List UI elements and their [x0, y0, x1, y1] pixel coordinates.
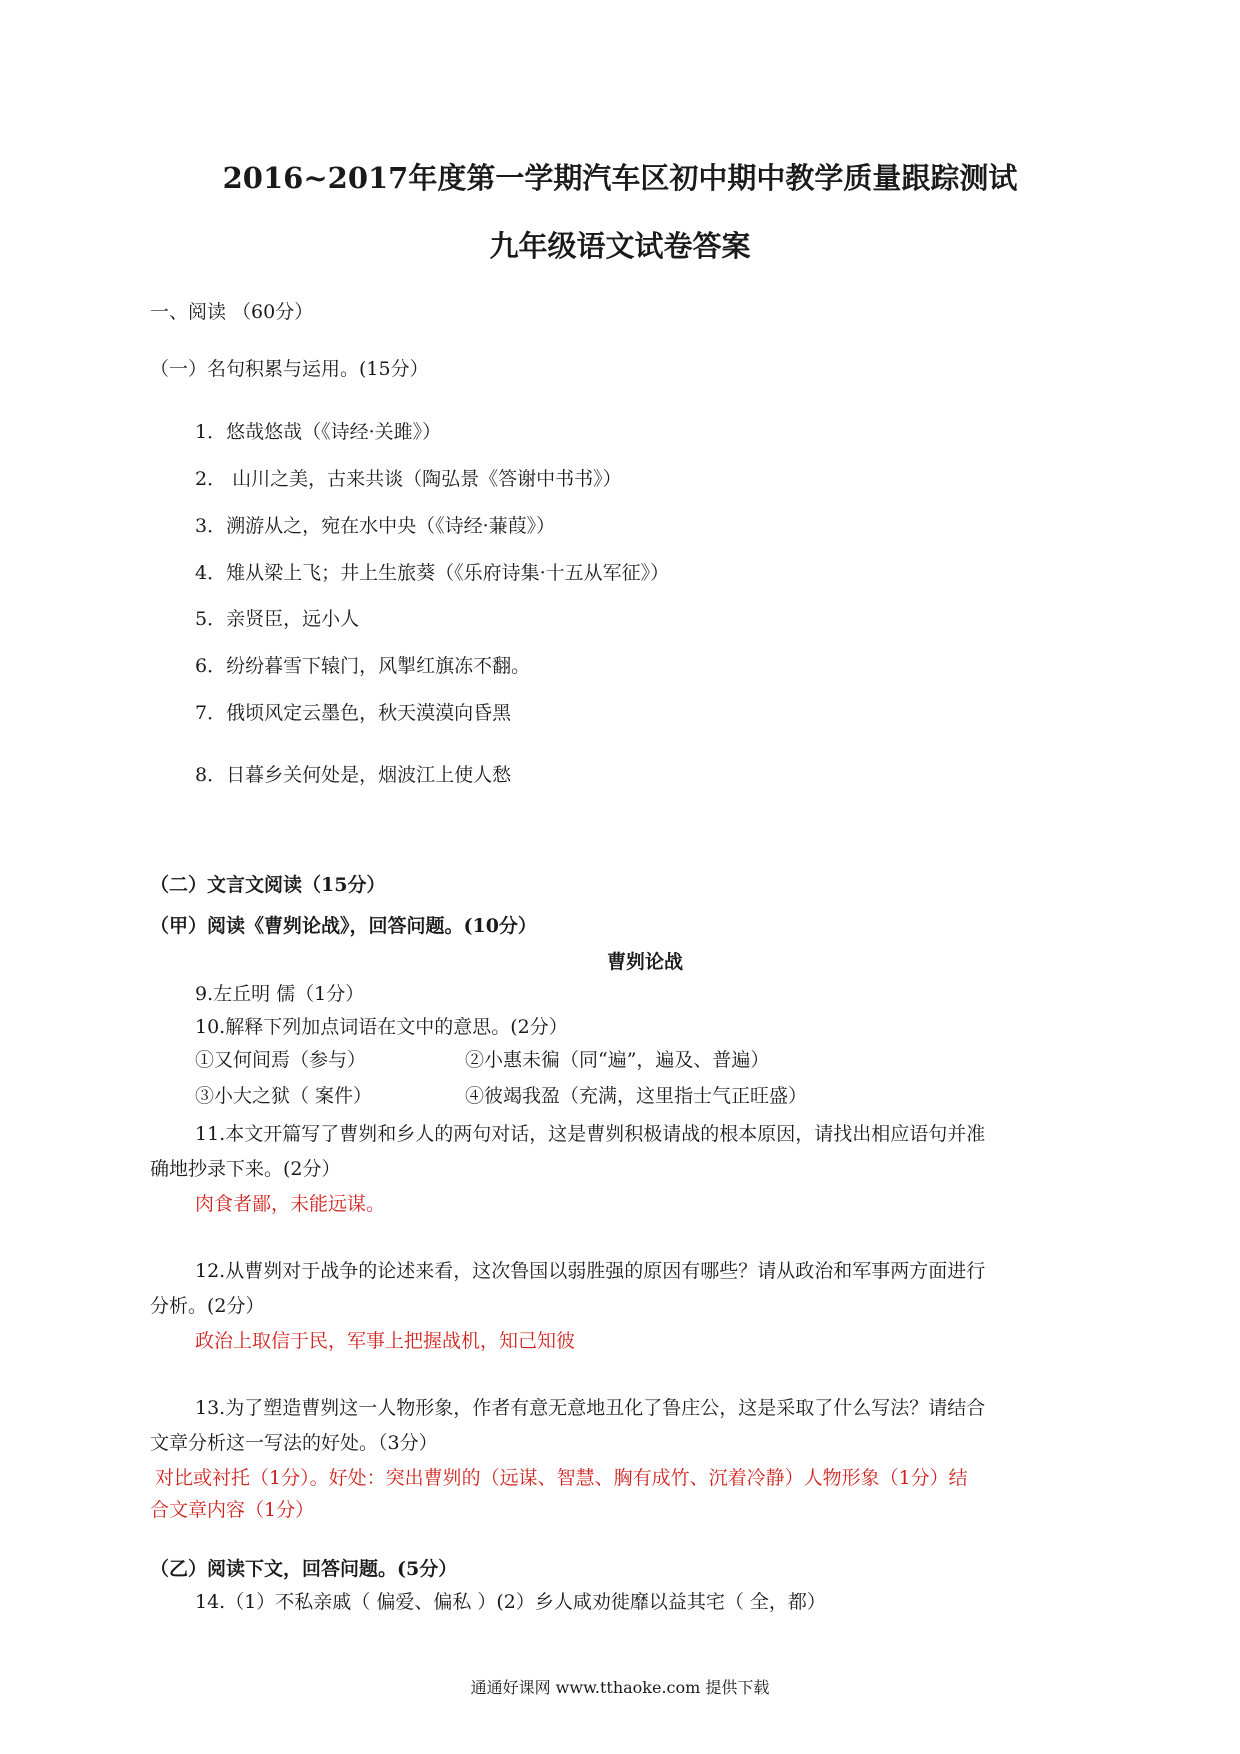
document-subtitle: 九年级语文试卷答案: [489, 229, 751, 263]
quotation-item: 3．溯游从之，宛在水中央（《诗经·蒹葭》）: [195, 515, 556, 537]
document-title: 2016~2017年度第一学期汽车区初中期中教学质量跟踪测试: [222, 161, 1018, 195]
part-heading-jia: （甲）阅读《曹刿论战》，回答问题。(10分）: [150, 915, 537, 937]
quotation-item: 8．日暮乡关何处是，烟波江上使人愁: [195, 764, 512, 786]
question-14: 14.（1）不私亲戚（ 偏爱、偏私 ）(2）乡人咸劝徙靡以益其宅（ 全，都）: [195, 1591, 826, 1613]
quotation-item: 4．雉从梁上飞；井上生旅葵（《乐府诗集·十五从军征》）: [195, 562, 670, 584]
quotation-item: 1．悠哉悠哉（《诗经·关雎》）: [195, 421, 442, 443]
question-10-answer-a: ①又何间焉（参与）: [195, 1049, 367, 1071]
question-13-answer-cont: 合文章内容（1分）: [150, 1499, 315, 1521]
question-13-cont: 文章分析这一写法的好处。（3分）: [150, 1432, 438, 1454]
question-13: 13.为了塑造曹刿这一人物形象，作者有意无意地丑化了鲁庄公，这是采取了什么写法？请结合: [195, 1397, 986, 1419]
question-10-answer-c: ③小大之狱（ 案件）: [195, 1085, 373, 1107]
question-11-cont: 确地抄录下来。(2分）: [150, 1158, 341, 1180]
subsection-heading-classical: （二）文言文阅读（15分）: [150, 874, 386, 896]
question-9: 9.左丘明 儒（1分）: [195, 983, 365, 1005]
footer-source: 通通好课网 www.tthaoke.com 提供下载: [470, 1678, 770, 1697]
question-12-answer: 政治上取信于民，军事上把握战机，知己知彼: [195, 1330, 576, 1352]
question-11: 11.本文开篇写了曹刿和乡人的两句对话，这是曹刿积极请战的根本原因，请找出相应语句并准: [195, 1123, 986, 1145]
question-11-answer: 肉食者鄙，未能远谋。: [195, 1193, 386, 1215]
quotation-item: 7．俄顷风定云墨色，秋天漠漠向昏黑: [195, 702, 512, 724]
question-10: 10.解释下列加点词语在文中的意思。(2分）: [195, 1016, 568, 1038]
part-heading-yi: （乙）阅读下文，回答问题。(5分）: [150, 1558, 458, 1580]
passage-title: 曹刿论战: [606, 951, 683, 973]
question-10-answer-d: ④彼竭我盈（充满，这里指士气正旺盛）: [465, 1085, 808, 1107]
quotation-item: 2． 山川之美，古来共谈（陶弘景《答谢中书书》）: [195, 468, 622, 490]
question-13-answer: 对比或衬托（1分）。好处：突出曹刿的（远谋、智慧、胸有成竹、沉着冷静）人物形象（1分）结: [155, 1467, 968, 1489]
quotation-item: 5．亲贤臣，远小人: [195, 608, 360, 630]
subsection-heading-quotations: （一）名句积累与运用。(15分）: [150, 358, 429, 380]
question-10-answer-b: ②小惠未徧（同“遍”，遍及、普遍）: [465, 1049, 770, 1071]
question-12-cont: 分析。(2分）: [150, 1295, 265, 1317]
question-12: 12.从曹刿对于战争的论述来看，这次鲁国以弱胜强的原因有哪些？请从政治和军事两方面进行: [195, 1260, 986, 1282]
quotation-item: 6．纷纷暮雪下辕门，风掣红旗冻不翻。: [195, 655, 531, 677]
section-heading-reading: 一、阅读 （60分）: [150, 301, 314, 323]
